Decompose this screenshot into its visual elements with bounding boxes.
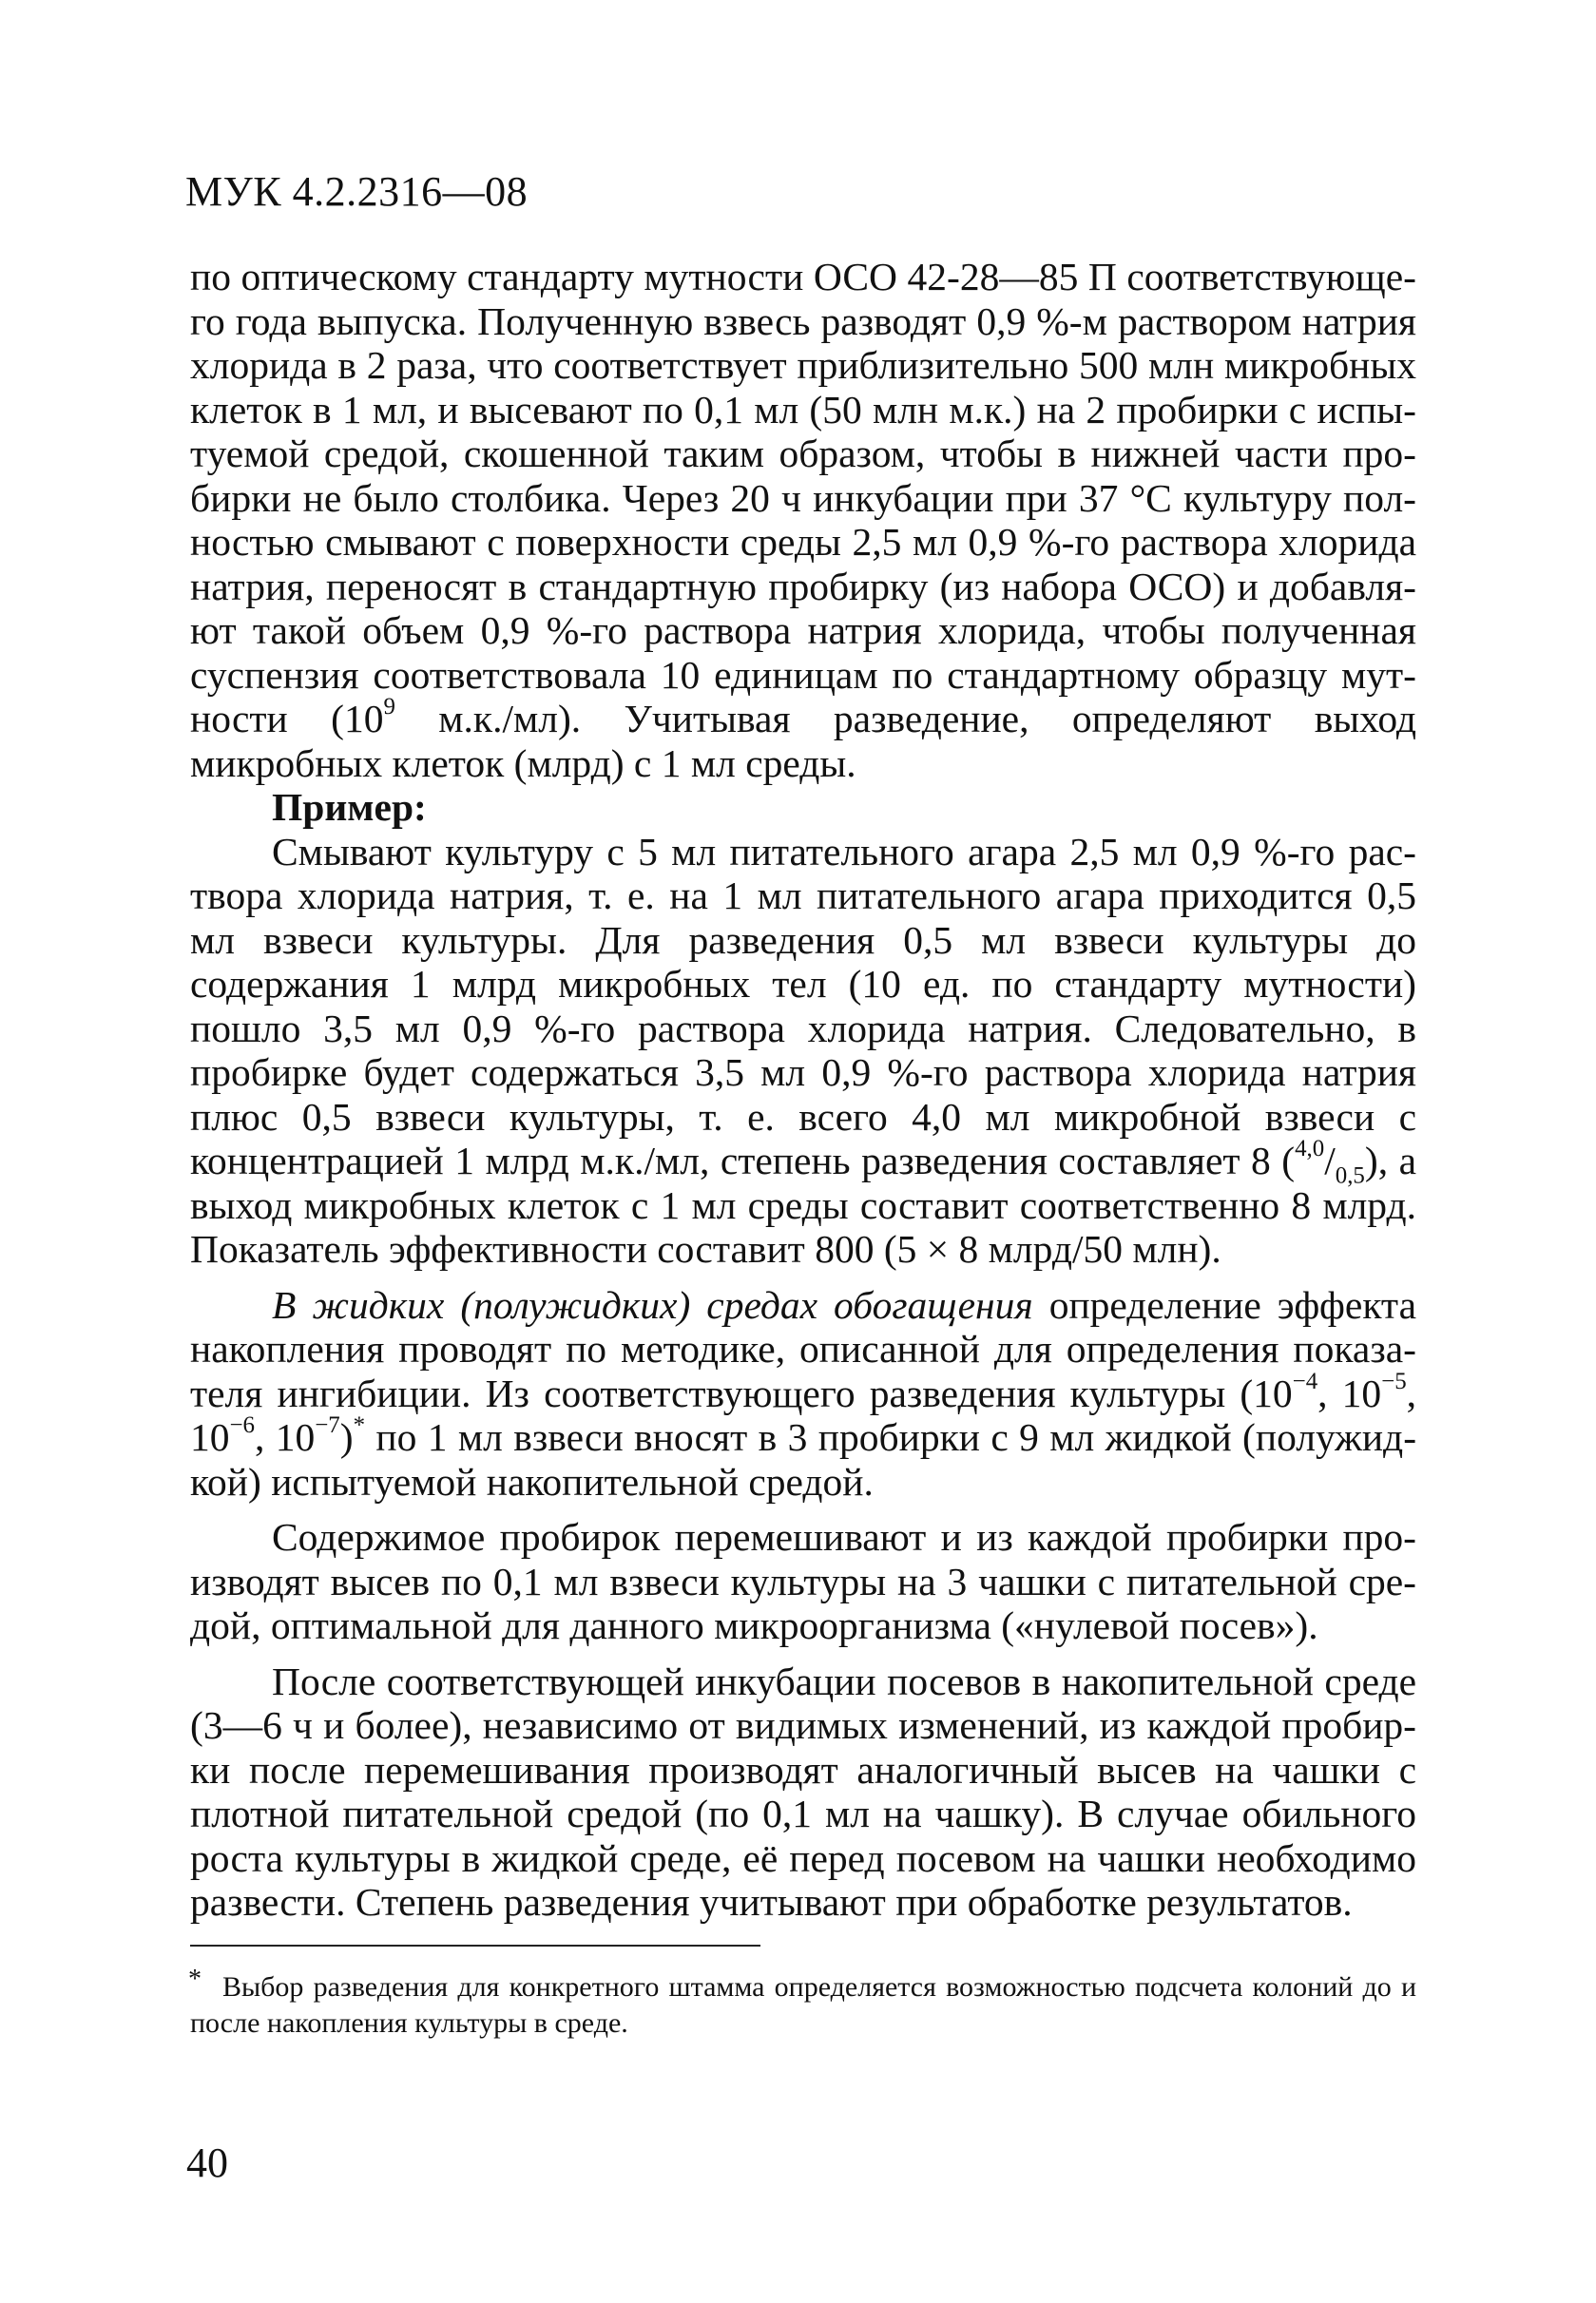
footnote-reference[interactable]: * xyxy=(353,1412,366,1439)
example-heading: Пример: xyxy=(272,785,427,829)
document-code-header: МУК 4.2.2316—08 xyxy=(185,168,529,215)
fraction-numerator: 4,0 xyxy=(1295,1136,1325,1162)
footnote xyxy=(188,1965,1416,2042)
page-number: 40 xyxy=(186,2140,228,2186)
paragraph-5: После соответствующей инкубации посевов в накопительной среде (3—6 ч и более), независимо от видимых изменений, из каждой пробирки после перемешивания производят аналогичный высев на чашки с плотной питательной средой (по 0,1 мл на чашку). В случае обильного роста культуры в жидкой среде, её перед посевом на чашки необходимо развести. Степень разведения учитывают при обработке результатов. xyxy=(190,1659,1416,1924)
body-text xyxy=(190,255,1416,1925)
fraction-slash: / xyxy=(1324,1139,1336,1182)
exponent: 9 xyxy=(383,694,395,720)
footnote-text: Выбор разведения для конкретного штамма определяется возможностью подсчета колоний до и после накопления культуры в среде. xyxy=(190,1971,1416,2039)
paragraph-1: по оптическому стандарту мутности ОСО 42-28—85 П соответствующего года выпуска. Полученную взвесь разводят 0,9 %-м раствором натрия хлорида в 2 раза, что соответствует приблизительно 500 млн микробных клеток в 1 мл, и высевают по 0,1 мл (50 млн м.к.) на 2 пробирки с испытуемой средой, скошенной таким образом, чтобы в нижней части пробирки не было столбика. Через 20 ч инкубации при 37 °С культуру полностью смывают с поверхности среды 2,5 мл 0,9 %-го раствора хлорида натрия, переносят в стандартную пробирку (из набора ОСО) и добавляют такой объем 0,9 %-го раствора натрия хлорида, чтобы полученная суспензия соответствовала 10 единицам по стандартному образцу мутности ($10^9$ м.к./мл). Учитывая разведение, определяют выход микробных клеток (млрд) с 1 мл среды. xyxy=(190,255,1417,785)
italic-phrase: В жидких (полужидких) средах обогащения xyxy=(272,1282,1033,1327)
footnote-marker: * xyxy=(188,1965,202,1994)
paragraph-example: Смывают культуру с 5 мл питательного агара 2,5 мл 0,9 %-го раствора хлорида натрия, т. е. на 1 мл питательного агара приходится 0,5 мл взвеси культуры. Для разведения 0,5 мл взвеси культуры до содержания 1 млрд микробных тел (10 ед. по стандарту мутности) пошло 3,5 мл 0,9 %-го раствора хлорида натрия. Следовательно, в пробирке будет содержаться 3,5 мл 0,9 %-го раствора хлорида натрия плюс 0,5 взвеси культуры, т. е. всего 4,0 мл микробной взвеси с концентрацией 1 млрд м.к./мл, степень разведения составляет 8 $(^{4,0}/_{0,5})$, а выход микробных клеток с 1 мл среды составит соответственно 8 млрд. Показатель эффективности составит 800 (5 × 8 млрд/50 млн). xyxy=(190,829,1416,1271)
footnote-divider xyxy=(190,1945,760,1947)
paragraph-enrichment: В жидких (полужидких) средах обогащения определение эффекта накопления проводят по методике, описанной для определения показателя ингибиции. Из соответствующего разведения культуры ($10^{-4}$, $10^{-5}$, $10^{-6}$, $10^{-7})^*$ по 1 мл взвеси вносят в 3 пробирки с 9 мл жидкой (полужидкой) испытуемой накопительной средой. xyxy=(190,1282,1417,1504)
paragraph-4: Содержимое пробирок перемешивают и из каждой пробирки производят высев по 0,1 мл взвеси культуры на 3 чашки с питательной средой, оптимальной для данного микроорганизма («нулевой посев»). xyxy=(190,1515,1416,1647)
fraction-denominator: 0,5 xyxy=(1335,1162,1365,1189)
